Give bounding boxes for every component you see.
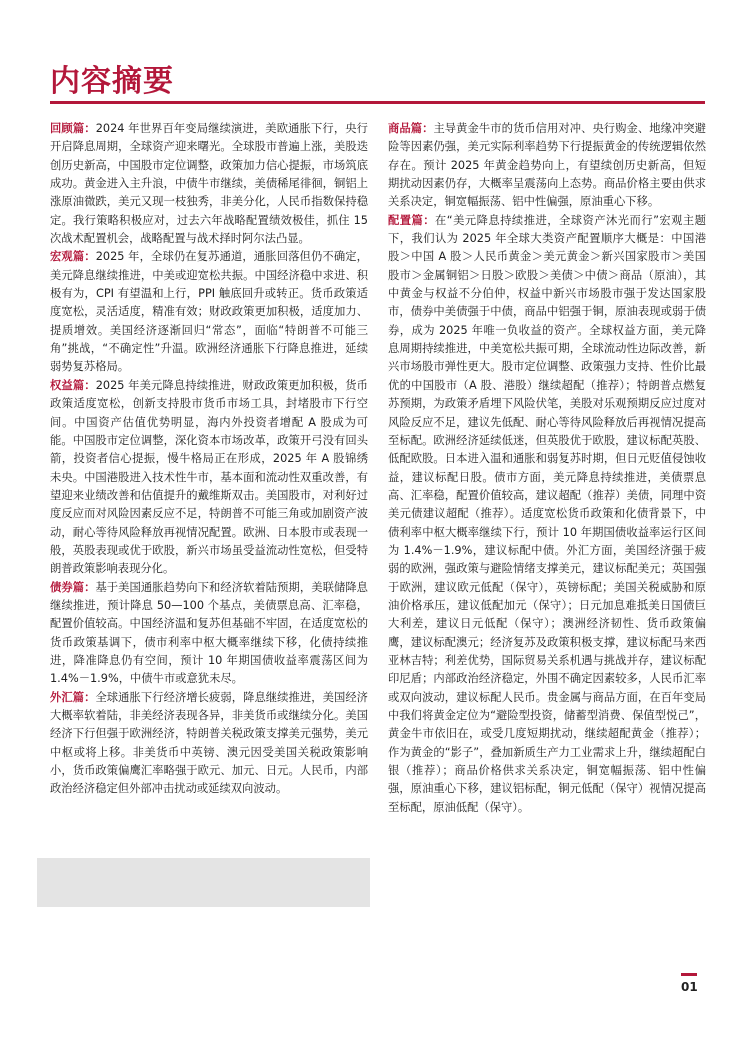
- section-text: 2025 年，全球仍在复苏通道，通胀回落但仍不确定，美元降息继续推进，中美或迎宽松共振。中国经济稳中求进、积极有为，CPI 有望温和上行，PPI 触底回升或转正。货币政策适度宽松，灵活适度，精准有效；财政政策更加积极，适度加力、提质增效。美国经济逐渐回归“常态”，面临“特朗普不可能三角”挑战，“不确定性”升温。欧洲经济通胀下行降息推进，延续弱势复苏格局。: [50, 250, 368, 374]
- section-text: 主导黄金牛市的货币信用对冲、央行购金、地缘冲突避险等因素仍强，美元实际利率趋势下行提振黄金的传统逻辑依然存在。预计 2025 年黄金趋势向上，有望续创历史新高，但短期扰动因素仍存，大概率呈震荡向上态势。商品价格主要由供求关系决定，铜宽幅振荡、铝中性偏强，原油重心下移。: [388, 122, 706, 209]
- section-text: 全球通胀下行经济增长疲弱，降息继续推进，美国经济大概率软着陆，非美经济表现各异，非美货币或继续分化。美国经济下行但强于欧洲经济，特朗普关税政策支撑美元强势，美元中枢或将上移。非美货币中英镑、澳元因受美国关税政策影响小，货币政策偏鹰汇率略强于欧元、加元、日元。人民币，内部政治经济稳定但外部冲击扰动或延续双向波动。: [50, 690, 368, 796]
- left-column: [50, 120, 368, 1050]
- section-label: 回顾篇：: [50, 122, 96, 135]
- section-label: 宏观篇：: [50, 250, 96, 264]
- section-allocation: [388, 212, 706, 817]
- title-rule: [50, 101, 705, 104]
- section-macro: [50, 248, 368, 376]
- section-text: 基于美国通胀趋势向下和经济软着陆预期，美联储降息继续推进，预计降息 50—100 个基点，美债票息高、汇率稳，配置价值较高。中国经济温和复苏但基础不牢固，在适度宽松的货币政策基调下，债市利率中枢大概率继续下移，化债持续推进，降准降息仍有空间，预计 10 年期国债收益率震荡区间为 1.4%－1.9%，中债牛市或意犹未尽。: [50, 580, 368, 686]
- section-text: 2025 年美元降息持续推进，财政政策更加积极，货币政策适度宽松，创新支持股市货币市场工具，封堵股市下行空间。中国资产估值优势明显，海内外投资者增配 A 股成为可能。中国股市定位调整，深化资本市场改革，政策开弓没有回头箭，投资者信心提振，慢牛格局正在形成，2025 年 A 股锦绣未央。中国港股进入技术性牛市，基本面和流动性双重改善，有望迎来业绩改善和估值提升的戴维斯双击。美国股市，对利好过度反应而对风险因素反应不足，特朗普不可能三角或加剧资产波动，耐心等待风险释放再视情况配置。欧洲、日本股市或表现一般，英股表现或优于欧股，新兴市场虽受益流动性宽松，但受特朗普政策影响表现分化。: [50, 378, 368, 576]
- page-number: 01: [681, 980, 698, 994]
- section-label: 配置篇：: [388, 213, 436, 227]
- section-label: 债券篇：: [50, 580, 96, 594]
- section-label: 商品篇：: [388, 122, 434, 135]
- section-text: 2024 年世界百年变局继续演进，美欧通胀下行，央行开启降息周期，全球资产迎来曙光。全球股市普遍上涨，美股迭创历史新高，中国股市定位调整，政策加力信心提振，市场筑底成功。黄金进入主升浪，中债牛市继续，美债稀尾徘徊，铜铝上涨原油微跌，美元又现一枝独秀，非美分化，人民币指数保持稳定。我行策略积极应对，过去六年战略配置绩效极佳，抓住 15 次战术配置机会，战略配置与战术择时阿尔法凸显。: [50, 122, 368, 246]
- section-label: 外汇篇：: [50, 690, 96, 704]
- page-number-mark: [681, 973, 697, 976]
- section-review: [50, 120, 368, 248]
- page-title: 内容摘要: [50, 64, 174, 99]
- section-text: 在“美元降息持续推进，全球资产沐光而行”宏观主题下，我们认为 2025 年全球大类资产配置顺序大概是：中国港股＞中国 A 股＞人民币黄金＞美元黄金＞新兴国家股市＞美国股市＞金属铜铝＞日股＞欧股＞美债＞中债＞商品（原油），其中黄金与权益不分伯仲，权益中新兴市场股市强于发达国家股市，债券中美债强于中债，商品中铝强于铜，原油表现或弱于债券，成为 2025 年唯一负收益的资产。全球权益方面，美元降息周期持续推进，中美宽松共振可期，全球流动性边际改善，新兴市场股市弹性更大。股市定位调整、政策强力支持、性价比最优的中国股市（A 股、港股）继续超配（推荐）；特朗普点燃复苏预期，为政策矛盾埋下风险伏笔，美股对乐观预期反应过度对风险反应不足，建议先低配、耐心等待风险释放后再视情况提高至标配。欧洲经济延续低迷，但英股优于欧股，建议标配英股、低配欧股。日本进入温和通胀和弱复苏时期，但日元贬值侵蚀收益，建议标配日股。债市方面，美元降息持续推进，美债票息高、汇率稳，配置价值较高，建议超配（推荐）美债，同理中资美元债建议超配（推荐）。适度宽松货币政策和化债背景下，中债利率中枢大概率继续下行，预计 10 年期国债收益率运行区间为 1.4%－1.9%，建议标配中债。外汇方面，美国经济强于疲弱的欧洲，强政策与避险情绪支撑美元，建议标配美元；英国强于欧洲，建议欧元低配（保守），英镑标配；美国关税威胁和原油价格承压，建议低配加元（保守）；日元加息难抵美日国债巨大利差，建议日元低配（保守）；澳洲经济韧性、货币政策偏鹰，建议标配澳元；经济复苏及政策积极支撑，建议标配马来西亚林吉特；利差优势，国际贸易关系机遇与挑战并存，建议标配印尼盾；内部政治经济稳定，外围不确定因素较多，人民币汇率或双向波动，建议标配人民币。贵金属与商品方面，在百年变局中我们将黄金定位为“避险型投资，储蓄型消费、保值型悦己”，黄金牛市依旧在，或受几度短期扰动，继续超配黄金（推荐）；作为黄金的“影子”，叠加新质生产力工业需求上升，继续超配白银（推荐）；商品价格供求关系决定，铜宽幅振荡、铝中性偏强，原油重心下移，建议铝标配，铜元低配（保守）视情况提高至标配，原油低配（保守）。: [388, 213, 706, 814]
- section-label: 权益篇：: [50, 378, 96, 392]
- section-equity: [50, 377, 368, 579]
- section-fx: [50, 689, 368, 799]
- section-commodity: [388, 120, 706, 212]
- right-column: [388, 120, 706, 1050]
- section-bond: [50, 579, 368, 689]
